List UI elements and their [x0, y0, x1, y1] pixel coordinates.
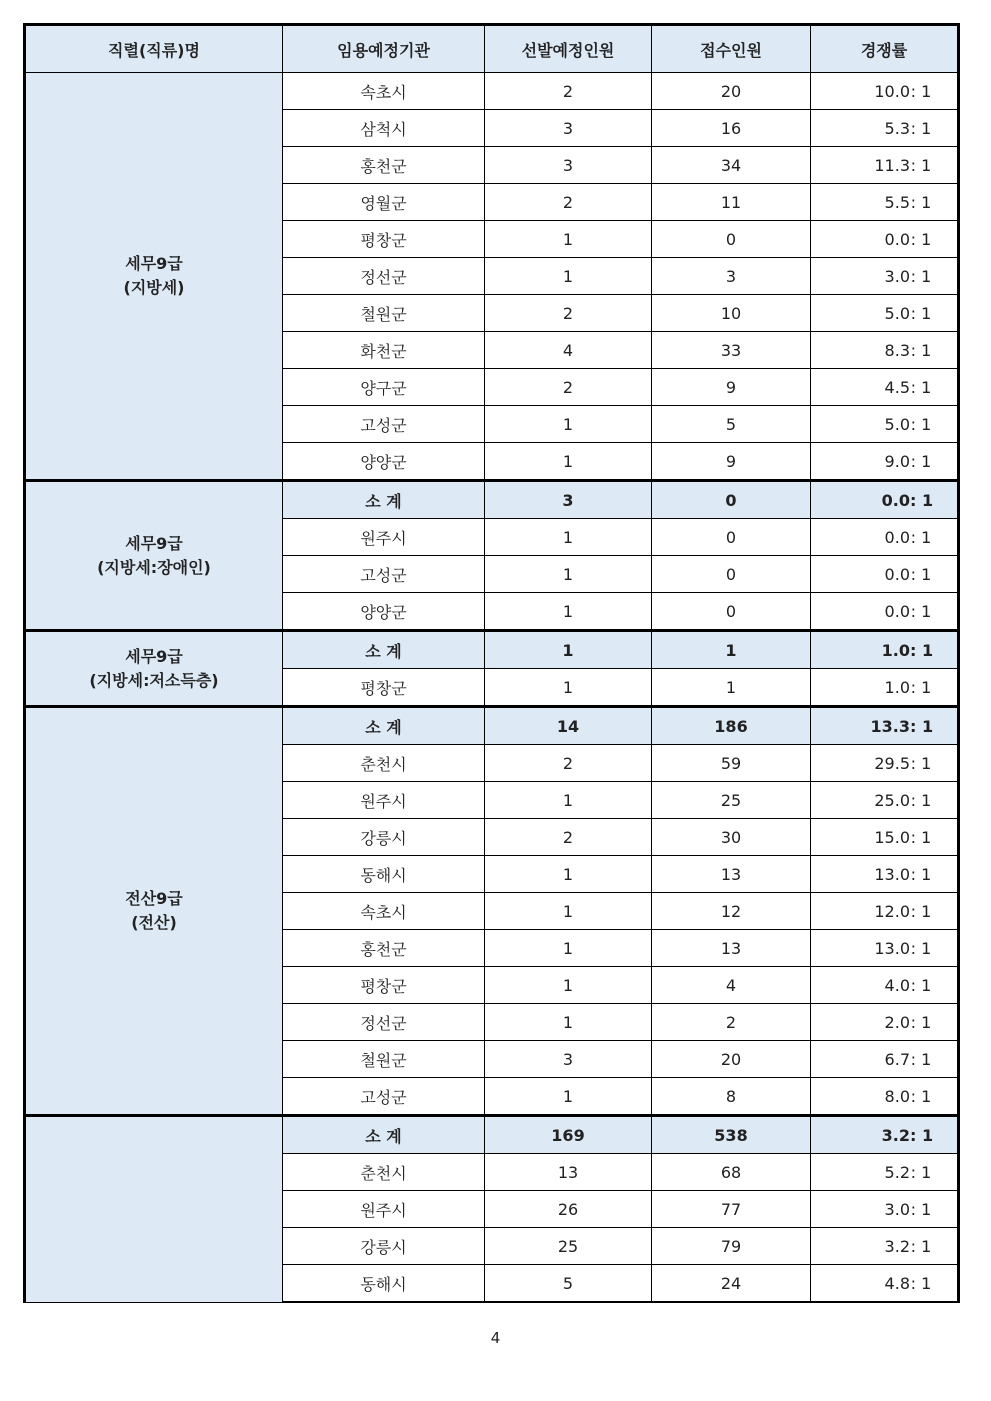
cell-agency: 강릉시 — [283, 819, 485, 856]
ratio-suffix: : 1 — [910, 527, 932, 547]
cell-applied: 0 — [652, 481, 811, 519]
cell-planned: 2 — [485, 184, 652, 221]
ratio-value: 0.0 — [884, 564, 910, 584]
cell-planned: 2 — [485, 73, 652, 110]
cell-agency: 평창군 — [283, 221, 485, 258]
cell-applied: 59 — [652, 745, 811, 782]
cell-planned: 1 — [485, 856, 652, 893]
cell-applied: 12 — [652, 893, 811, 930]
cell-applied: 33 — [652, 332, 811, 369]
job-series-name: 세무9급 — [125, 254, 183, 273]
ratio-suffix: : 1 — [910, 1273, 932, 1293]
header-planned: 선발예정인원 — [485, 25, 652, 73]
cell-planned: 14 — [485, 707, 652, 745]
ratio-suffix: : 1 — [910, 1236, 932, 1256]
cell-agency: 강릉시 — [283, 1228, 485, 1265]
ratio-suffix: : 1 — [910, 864, 932, 884]
subtotal-label: 소 계 — [283, 1116, 485, 1154]
ratio-suffix: : 1 — [910, 303, 932, 323]
job-series-cell — [25, 1116, 283, 1303]
ratio-suffix: : 1 — [910, 716, 934, 736]
cell-ratio — [811, 893, 959, 930]
cell-applied: 8 — [652, 1078, 811, 1116]
cell-ratio — [811, 593, 959, 631]
cell-planned: 1 — [485, 631, 652, 669]
job-series-cell — [25, 707, 283, 1116]
ratio-suffix: : 1 — [910, 827, 932, 847]
cell-agency: 삼척시 — [283, 110, 485, 147]
ratio-value: 12.0 — [874, 901, 910, 921]
cell-planned: 2 — [485, 369, 652, 406]
cell-planned: 1 — [485, 519, 652, 556]
cell-applied: 79 — [652, 1228, 811, 1265]
cell-planned: 1 — [485, 556, 652, 593]
cell-ratio — [811, 1191, 959, 1228]
cell-planned: 1 — [485, 893, 652, 930]
cell-planned: 1 — [485, 406, 652, 443]
cell-applied: 0 — [652, 221, 811, 258]
cell-ratio — [811, 1154, 959, 1191]
cell-planned: 3 — [485, 1041, 652, 1078]
cell-planned: 1 — [485, 443, 652, 481]
ratio-value: 5.2 — [884, 1162, 910, 1182]
cell-ratio — [811, 184, 959, 221]
cell-planned: 1 — [485, 967, 652, 1004]
cell-applied: 0 — [652, 593, 811, 631]
cell-agency: 고성군 — [283, 406, 485, 443]
page-number: 4 — [490, 1329, 501, 1347]
cell-agency: 동해시 — [283, 1265, 485, 1303]
cell-applied: 186 — [652, 707, 811, 745]
cell-agency: 원주시 — [283, 519, 485, 556]
job-series-name: 전산9급 — [125, 889, 183, 908]
ratio-suffix: : 1 — [910, 1199, 932, 1219]
cell-ratio — [811, 556, 959, 593]
ratio-value: 4.8 — [884, 1273, 910, 1293]
ratio-suffix: : 1 — [910, 118, 932, 138]
cell-planned: 4 — [485, 332, 652, 369]
cell-planned: 26 — [485, 1191, 652, 1228]
cell-ratio — [811, 295, 959, 332]
job-series-name: 세무9급 — [125, 533, 183, 553]
cell-applied: 11 — [652, 184, 811, 221]
subtotal-row — [25, 631, 959, 669]
cell-applied: 16 — [652, 110, 811, 147]
cell-planned: 3 — [485, 481, 652, 519]
cell-agency: 화천군 — [283, 332, 485, 369]
ratio-suffix: : 1 — [910, 81, 932, 101]
cell-applied: 5 — [652, 406, 811, 443]
cell-ratio — [811, 369, 959, 406]
cell-planned: 1 — [485, 669, 652, 707]
cell-applied: 13 — [652, 856, 811, 893]
cell-agency: 홍천군 — [283, 930, 485, 967]
cell-ratio — [811, 856, 959, 893]
cell-ratio — [811, 782, 959, 819]
cell-applied: 68 — [652, 1154, 811, 1191]
cell-applied: 0 — [652, 519, 811, 556]
ratio-value: 29.5 — [874, 753, 910, 773]
cell-planned: 1 — [485, 930, 652, 967]
cell-applied: 34 — [652, 147, 811, 184]
cell-ratio — [811, 707, 959, 745]
ratio-value: 2.0 — [884, 1012, 910, 1032]
cell-ratio — [811, 258, 959, 295]
cell-ratio — [811, 221, 959, 258]
ratio-suffix: : 1 — [910, 155, 932, 175]
cell-agency: 속초시 — [283, 73, 485, 110]
cell-ratio — [811, 967, 959, 1004]
cell-ratio — [811, 73, 959, 110]
cell-ratio — [811, 1004, 959, 1041]
recruitment-table — [23, 23, 960, 1303]
ratio-suffix: : 1 — [910, 340, 932, 360]
cell-applied: 9 — [652, 443, 811, 481]
cell-ratio — [811, 1116, 959, 1154]
cell-applied: 538 — [652, 1116, 811, 1154]
ratio-value: 3.2 — [881, 1125, 910, 1145]
ratio-value: 10.0 — [874, 81, 910, 101]
ratio-suffix: : 1 — [910, 1012, 932, 1032]
cell-planned: 3 — [485, 110, 652, 147]
cell-agency: 정선군 — [283, 1004, 485, 1041]
cell-ratio — [811, 631, 959, 669]
job-series-subtype: (지방세) — [123, 278, 185, 297]
cell-planned: 5 — [485, 1265, 652, 1303]
cell-ratio — [811, 1265, 959, 1303]
cell-applied: 77 — [652, 1191, 811, 1228]
ratio-suffix: : 1 — [910, 1125, 934, 1145]
cell-agency: 양양군 — [283, 593, 485, 631]
header-row — [25, 25, 959, 73]
subtotal-label: 소 계 — [283, 481, 485, 519]
cell-agency: 철원군 — [283, 295, 485, 332]
ratio-value: 0.0 — [884, 527, 910, 547]
ratio-suffix: : 1 — [910, 377, 932, 397]
header-ratio: 경쟁률 — [811, 25, 959, 73]
cell-planned: 169 — [485, 1116, 652, 1154]
ratio-value: 0.0 — [884, 601, 910, 621]
cell-ratio — [811, 1078, 959, 1116]
cell-planned: 2 — [485, 745, 652, 782]
ratio-suffix: : 1 — [910, 266, 932, 286]
cell-agency: 고성군 — [283, 556, 485, 593]
ratio-value: 1.0 — [881, 640, 910, 660]
ratio-suffix: : 1 — [910, 490, 934, 510]
job-series-subtype: (지방세:장애인) — [97, 557, 211, 577]
ratio-value: 3.0 — [884, 266, 910, 286]
cell-agency: 정선군 — [283, 258, 485, 295]
header-applied: 접수인원 — [652, 25, 811, 73]
ratio-suffix: : 1 — [910, 601, 932, 621]
header-job-series: 직렬(직류)명 — [25, 25, 283, 73]
cell-applied: 9 — [652, 369, 811, 406]
cell-agency: 고성군 — [283, 1078, 485, 1116]
cell-planned: 1 — [485, 258, 652, 295]
cell-applied: 30 — [652, 819, 811, 856]
cell-applied: 1 — [652, 631, 811, 669]
ratio-suffix: : 1 — [910, 229, 932, 249]
cell-ratio — [811, 332, 959, 369]
ratio-value: 5.3 — [884, 118, 910, 138]
ratio-value: 9.0 — [884, 451, 910, 471]
cell-planned: 25 — [485, 1228, 652, 1265]
cell-agency: 양구군 — [283, 369, 485, 406]
cell-planned: 1 — [485, 1004, 652, 1041]
ratio-suffix: : 1 — [910, 975, 932, 995]
ratio-value: 5.5 — [884, 192, 910, 212]
cell-ratio — [811, 110, 959, 147]
job-series-subtype: (지방세:저소득층) — [89, 670, 219, 690]
cell-agency: 철원군 — [283, 1041, 485, 1078]
ratio-value: 3.2 — [884, 1236, 910, 1256]
table-row — [25, 73, 959, 110]
ratio-suffix: : 1 — [910, 1086, 932, 1106]
cell-applied: 10 — [652, 295, 811, 332]
cell-ratio — [811, 1228, 959, 1265]
subtotal-row — [25, 481, 959, 519]
cell-applied: 20 — [652, 1041, 811, 1078]
cell-agency: 춘천시 — [283, 1154, 485, 1191]
ratio-suffix: : 1 — [910, 1162, 932, 1182]
ratio-suffix: : 1 — [910, 192, 932, 212]
ratio-value: 3.0 — [884, 1199, 910, 1219]
cell-agency: 평창군 — [283, 967, 485, 1004]
header-agency: 임용예정기관 — [283, 25, 485, 73]
subtotal-row — [25, 707, 959, 745]
cell-planned: 1 — [485, 593, 652, 631]
ratio-value: 15.0 — [874, 827, 910, 847]
cell-ratio — [811, 443, 959, 481]
subtotal-label: 소 계 — [283, 631, 485, 669]
ratio-suffix: : 1 — [910, 677, 932, 697]
ratio-value: 1.0 — [884, 677, 910, 697]
cell-agency: 평창군 — [283, 669, 485, 707]
cell-applied: 3 — [652, 258, 811, 295]
ratio-value: 25.0 — [874, 790, 910, 810]
table-body — [25, 73, 959, 1303]
ratio-value: 8.3 — [884, 340, 910, 360]
job-series-cell — [25, 631, 283, 707]
subtotal-label: 소 계 — [283, 707, 485, 745]
cell-agency: 춘천시 — [283, 745, 485, 782]
cell-applied: 2 — [652, 1004, 811, 1041]
job-series-subtype: (전산) — [131, 913, 177, 932]
ratio-value: 0.0 — [884, 229, 910, 249]
ratio-value: 4.5 — [884, 377, 910, 397]
cell-planned: 1 — [485, 782, 652, 819]
ratio-suffix: : 1 — [910, 901, 932, 921]
ratio-suffix: : 1 — [910, 938, 932, 958]
cell-ratio — [811, 406, 959, 443]
cell-ratio — [811, 930, 959, 967]
cell-applied: 1 — [652, 669, 811, 707]
cell-ratio — [811, 1041, 959, 1078]
cell-applied: 24 — [652, 1265, 811, 1303]
ratio-value: 4.0 — [884, 975, 910, 995]
cell-applied: 4 — [652, 967, 811, 1004]
ratio-value: 0.0 — [881, 490, 910, 510]
cell-agency: 원주시 — [283, 782, 485, 819]
ratio-suffix: : 1 — [910, 1049, 932, 1069]
ratio-value: 13.0 — [874, 864, 910, 884]
cell-agency: 홍천군 — [283, 147, 485, 184]
cell-ratio — [811, 481, 959, 519]
ratio-value: 13.0 — [874, 938, 910, 958]
ratio-suffix: : 1 — [910, 790, 932, 810]
ratio-value: 11.3 — [874, 155, 910, 175]
ratio-value: 8.0 — [884, 1086, 910, 1106]
ratio-value: 5.0 — [884, 303, 910, 323]
cell-ratio — [811, 819, 959, 856]
job-series-name: 세무9급 — [125, 646, 183, 666]
cell-planned: 3 — [485, 147, 652, 184]
cell-ratio — [811, 147, 959, 184]
ratio-value: 5.0 — [884, 414, 910, 434]
ratio-suffix: : 1 — [910, 414, 932, 434]
cell-agency: 원주시 — [283, 1191, 485, 1228]
job-series-cell — [25, 73, 283, 481]
cell-planned: 1 — [485, 1078, 652, 1116]
cell-ratio — [811, 519, 959, 556]
cell-planned: 13 — [485, 1154, 652, 1191]
cell-agency: 동해시 — [283, 856, 485, 893]
cell-agency: 영월군 — [283, 184, 485, 221]
cell-applied: 20 — [652, 73, 811, 110]
cell-planned: 2 — [485, 295, 652, 332]
ratio-suffix: : 1 — [910, 753, 932, 773]
cell-applied: 0 — [652, 556, 811, 593]
subtotal-row — [25, 1116, 959, 1154]
ratio-suffix: : 1 — [910, 451, 932, 471]
cell-ratio — [811, 745, 959, 782]
ratio-suffix: : 1 — [910, 564, 932, 584]
ratio-value: 6.7 — [884, 1049, 910, 1069]
cell-applied: 25 — [652, 782, 811, 819]
cell-agency: 양양군 — [283, 443, 485, 481]
job-series-cell — [25, 481, 283, 631]
cell-agency: 속초시 — [283, 893, 485, 930]
cell-ratio — [811, 669, 959, 707]
cell-planned: 1 — [485, 221, 652, 258]
cell-planned: 2 — [485, 819, 652, 856]
cell-applied: 13 — [652, 930, 811, 967]
ratio-suffix: : 1 — [910, 640, 934, 660]
ratio-value: 13.3 — [870, 716, 910, 736]
